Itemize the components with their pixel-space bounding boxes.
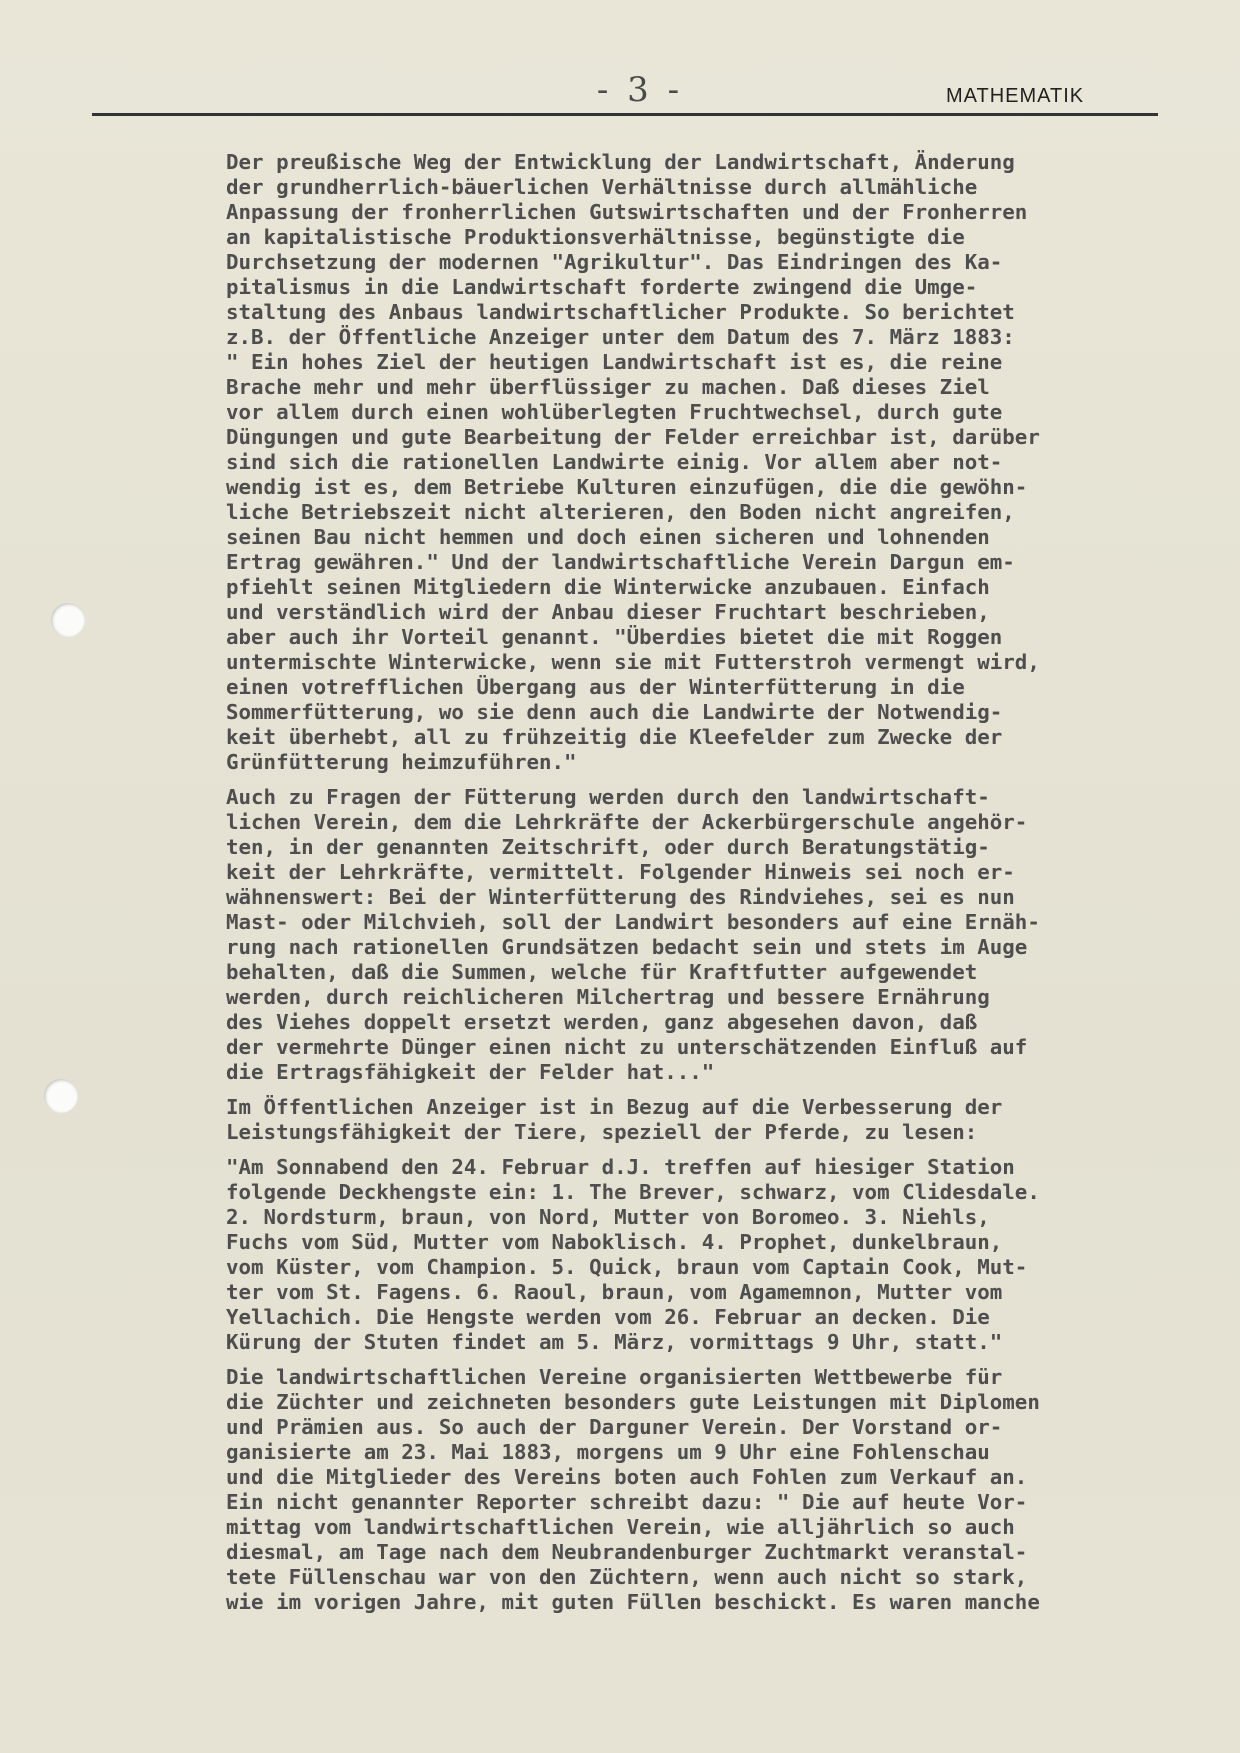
- text-line: pitalismus in die Landwirtschaft forderte zwingend die Umge-: [226, 275, 978, 299]
- text-line: wie im vorigen Jahre, mit guten Füllen beschickt. Es waren manche: [226, 1590, 1040, 1614]
- text-line: rung nach rationellen Grundsätzen bedacht sein und stets im Auge: [226, 935, 1028, 959]
- text-line: Anpassung der fronherrlichen Gutswirtschaften und der Fronherren: [226, 200, 1028, 224]
- text-line: aber auch ihr Vorteil genannt. "Überdies bietet die mit Roggen: [226, 625, 1003, 649]
- text-line: Auch zu Fragen der Fütterung werden durch den landwirtschaft-: [226, 785, 990, 809]
- subject-header: MATHEMATIK: [946, 85, 1085, 107]
- text-line: Sommerfütterung, wo sie denn auch die Landwirte der Notwendig-: [226, 700, 1003, 724]
- text-line: staltung des Anbaus landwirtschaftlicher Produkte. So berichtet: [226, 300, 1015, 324]
- text-line: Der preußische Weg der Entwicklung der Landwirtschaft, Änderung: [226, 150, 1015, 174]
- text-line: wähnenswert: Bei der Winterfütterung des Rindviehes, sei es nun: [226, 885, 1015, 909]
- text-line: Im Öffentlichen Anzeiger ist in Bezug auf die Verbesserung der: [226, 1095, 1003, 1119]
- text-line: pfiehlt seinen Mitgliedern die Winterwicke anzubauen. Einfach: [226, 575, 990, 599]
- header-rule: [92, 113, 1158, 116]
- text-line: Ertrag gewähren." Und der landwirtschaftliche Verein Dargun em-: [226, 550, 1015, 574]
- text-line: Ein nicht genannter Reporter schreibt dazu: " Die auf heute Vor-: [226, 1490, 1028, 1514]
- text-line: Die landwirtschaftlichen Vereine organisierten Wettbewerbe für: [226, 1365, 1003, 1389]
- text-line: 2. Nordsturm, braun, von Nord, Mutter von Boromeo. 3. Niehls,: [226, 1205, 990, 1229]
- text-line: Düngungen und gute Bearbeitung der Felder erreichbar ist, darüber: [226, 425, 1040, 449]
- text-line: und verständlich wird der Anbau dieser Fruchtart beschrieben,: [226, 600, 990, 624]
- text-line: Kürung der Stuten findet am 5. März, vormittags 9 Uhr, statt.": [226, 1330, 1003, 1354]
- text-line: der vermehrte Dünger einen nicht zu unterschätzenden Einfluß auf: [226, 1035, 1028, 1059]
- text-line: "Am Sonnabend den 24. Februar d.J. treffen auf hiesiger Station: [226, 1155, 1015, 1179]
- text-line: lichen Verein, dem die Lehrkräfte der Ackerbürgerschule angehör-: [226, 810, 1028, 834]
- text-line: Brache mehr und mehr überflüssiger zu machen. Daß dieses Ziel: [226, 375, 990, 399]
- text-line: mittag vom landwirtschaftlichen Verein, wie alljährlich so auch: [226, 1515, 1015, 1539]
- text-line: folgende Deckhengste ein: 1. The Brever, schwarz, vom Clidesdale.: [226, 1180, 1040, 1204]
- text-line: vom Küster, vom Champion. 5. Quick, braun vom Captain Cook, Mut-: [226, 1255, 1028, 1279]
- text-line: z.B. der Öffentliche Anzeiger unter dem Datum des 7. März 1883:: [226, 325, 1015, 349]
- text-line: Durchsetzung der modernen "Agrikultur". Das Eindringen des Ka-: [226, 250, 1003, 274]
- text-line: behalten, daß die Summen, welche für Kraftfutter aufgewendet: [226, 960, 978, 984]
- text-line: keit überhebt, all zu frühzeitig die Kleefelder zum Zwecke der: [226, 725, 1003, 749]
- punch-hole: [44, 1079, 78, 1113]
- text-line: an kapitalistische Produktionsverhältnisse, begünstigte die: [226, 225, 965, 249]
- text-line: Leistungsfähigkeit der Tiere, speziell der Pferde, zu lesen:: [226, 1120, 978, 1144]
- paragraph: [226, 1095, 1216, 1145]
- text-line: ten, in der genannten Zeitschrift, oder durch Beratungstätig-: [226, 835, 990, 859]
- typewritten-body: [226, 150, 1216, 1625]
- text-line: tete Füllenschau war von den Züchtern, wenn auch nicht so stark,: [226, 1565, 1028, 1589]
- text-line: seinen Bau nicht hemmen und doch einen sicheren und lohnenden: [226, 525, 990, 549]
- text-line: der grundherrlich-bäuerlichen Verhältnisse durch allmähliche: [226, 175, 978, 199]
- text-line: die Züchter und zeichneten besonders gute Leistungen mit Diplomen: [226, 1390, 1040, 1414]
- text-line: Grünfütterung heimzuführen.": [226, 750, 577, 774]
- paragraph: [226, 1365, 1216, 1615]
- text-line: ter vom St. Fagens. 6. Raoul, braun, vom Agamemnon, Mutter vom: [226, 1280, 1003, 1304]
- text-line: sind sich die rationellen Landwirte einig. Vor allem aber not-: [226, 450, 1003, 474]
- text-line: und die Mitglieder des Vereins boten auch Fohlen zum Verkauf an.: [226, 1465, 1028, 1489]
- paragraph: [226, 1155, 1216, 1355]
- text-line: werden, durch reichlicheren Milchertrag und bessere Ernährung: [226, 985, 990, 1009]
- text-line: des Viehes doppelt ersetzt werden, ganz abgesehen davon, daß: [226, 1010, 978, 1034]
- text-line: ganisierte am 23. Mai 1883, morgens um 9 Uhr eine Fohlenschau: [226, 1440, 990, 1464]
- text-line: und Prämien aus. So auch der Darguner Verein. Der Vorstand or-: [226, 1415, 1003, 1439]
- page-number: - 3 -: [596, 70, 684, 110]
- text-line: Fuchs vom Süd, Mutter vom Naboklisch. 4. Prophet, dunkelbraun,: [226, 1230, 1003, 1254]
- text-line: die Ertragsfähigkeit der Felder hat...": [226, 1060, 715, 1084]
- paragraph: [226, 150, 1216, 775]
- text-line: wendig ist es, dem Betriebe Kulturen einzufügen, die die gewöhn-: [226, 475, 1028, 499]
- text-line: einen votrefflichen Übergang aus der Winterfütterung in die: [226, 675, 965, 699]
- text-line: vor allem durch einen wohlüberlegten Fruchtwechsel, durch gute: [226, 400, 1003, 424]
- text-line: liche Betriebszeit nicht alterieren, den Boden nicht angreifen,: [226, 500, 1015, 524]
- text-line: keit der Lehrkräfte, vermittelt. Folgender Hinweis sei noch er-: [226, 860, 1015, 884]
- punch-hole: [51, 603, 85, 637]
- text-line: diesmal, am Tage nach dem Neubrandenburger Zuchtmarkt veranstal-: [226, 1540, 1028, 1564]
- text-line: Yellachich. Die Hengste werden vom 26. Februar an decken. Die: [226, 1305, 990, 1329]
- paragraph: [226, 785, 1216, 1085]
- text-line: untermischte Winterwicke, wenn sie mit Futterstroh vermengt wird,: [226, 650, 1040, 674]
- text-line: " Ein hohes Ziel der heutigen Landwirtschaft ist es, die reine: [226, 350, 1003, 374]
- text-line: Mast- oder Milchvieh, soll der Landwirt besonders auf eine Ernäh-: [226, 910, 1040, 934]
